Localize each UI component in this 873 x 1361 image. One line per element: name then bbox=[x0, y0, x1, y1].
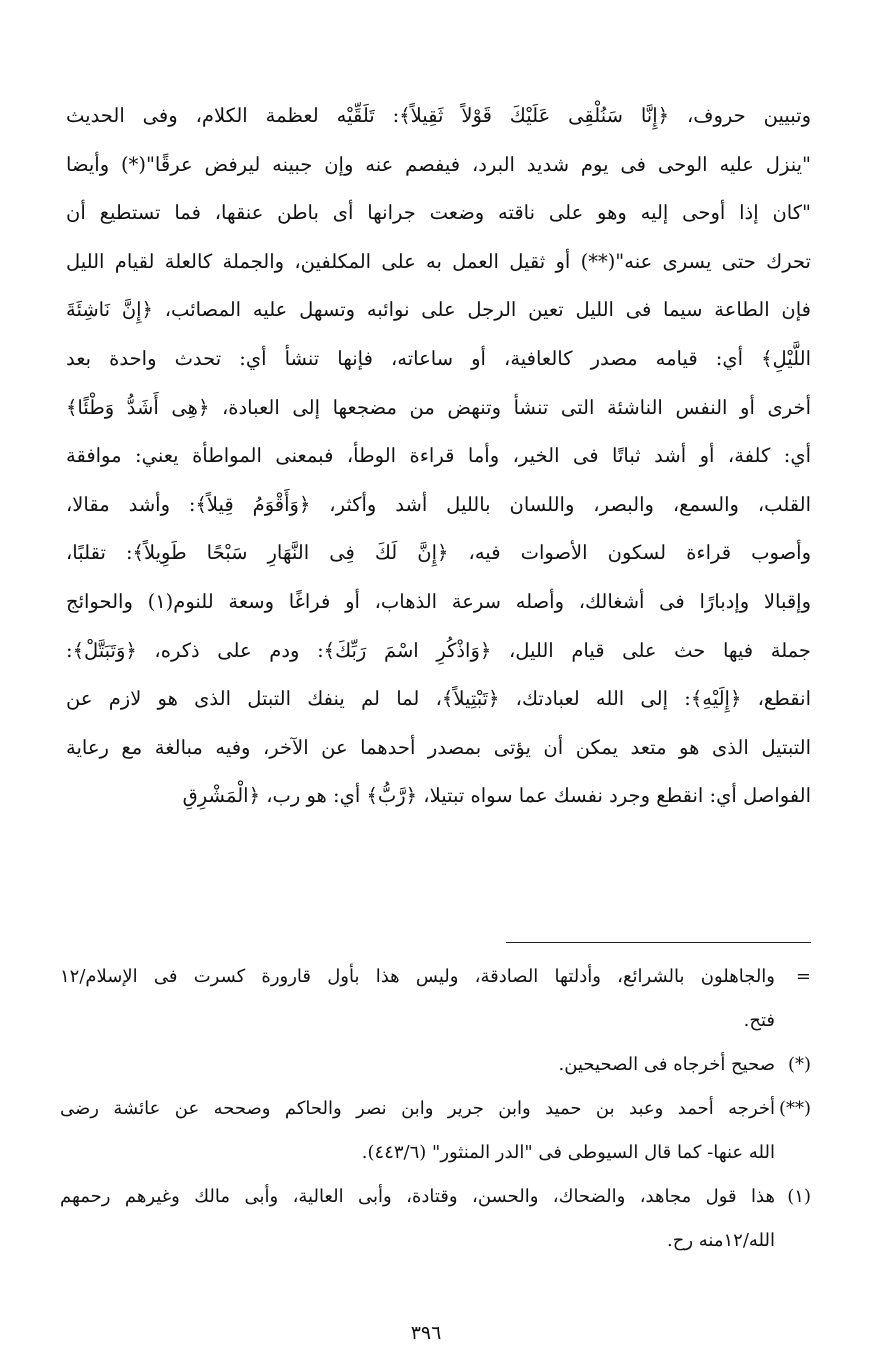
footnote-mark: = bbox=[795, 966, 811, 987]
footnote-line: هذا قول مجاهد، والضحاك، والحسن، وقتادة، وأبى العالية، وأبى مالك وغيرهم رحمهم bbox=[60, 1186, 775, 1207]
footnote-star bbox=[60, 1043, 811, 1087]
footnote-divider bbox=[506, 942, 811, 943]
text-line: أخرى أو النفس الناشئة التى تنشأ وتنهض من مضجعها إلى العبادة، ﴿هِى أَشَدُّ وَطْئًا﴾ bbox=[66, 395, 811, 419]
main-text bbox=[66, 92, 811, 821]
text-line: جملة فيها حث على قيام الليل، ﴿وَاذْكُرِ اسْمَ رَبِّكَ﴾: ودم على ذكره، ﴿وَتَبَتَّلْ﴾: bbox=[66, 638, 811, 662]
text-line: انقطع، ﴿إِلَيْهِ﴾: إلى الله لعبادتك، ﴿تَبْتِيلاً﴾، لما لم ينفك التبتل الذى هو لازم عن bbox=[66, 687, 811, 711]
text-line: "ينزل عليه الوحى فى يوم شديد البرد، فيفصم عنه وإن جبينه ليرفض عرقًا"(*) وأيضا bbox=[66, 152, 811, 176]
footnotes bbox=[60, 955, 811, 1263]
text-line: "كان إذا أوحى إليه وهو على ناقته وضعت جرانها أى باطن عنقها، فما تستطيع أن bbox=[66, 201, 811, 225]
footnote-continuation bbox=[60, 955, 811, 1043]
footnote-mark: (**) bbox=[778, 1098, 811, 1119]
footnote-body bbox=[60, 1087, 775, 1175]
footnote-line: فتح. bbox=[743, 1010, 775, 1031]
text-line: اللَّيْلِ﴾ أي: قيامه مصدر كالعافية، أو ساعاته، فإنها تنشأ أي: تحدث واحدة بعد bbox=[66, 346, 811, 370]
footnote-body bbox=[60, 955, 775, 1043]
footnote-line: والجاهلون بالشرائع، وأدلتها الصادقة، وليس هذا بأول قارورة كسرت فى الإسلام/١٢ bbox=[60, 966, 775, 987]
text-line: تحرك حتى يسرى عنه"(**) أو ثقيل العمل به على المكلفين، والجملة كالعلة لقيام الليل bbox=[66, 249, 811, 273]
text-line: وأصوب قراءة لسكون الأصوات فيه، ﴿إِنَّ لَكَ فِى النَّهَارِ سَبْحًا طَوِيلاً﴾: تقلبًا، bbox=[66, 541, 811, 565]
text-line: وتبيين حروف، ﴿إِنَّا سَنُلْقِى عَلَيْكَ قَوْلاً ثَقِيلاً﴾: تَلَقِّيْه لعظمة الكلام، وفى الحديث bbox=[66, 104, 811, 127]
text-line: التبتيل الذى هو متعد يمكن أن يؤتى بمصدر أحدهما عن الآخر، وفيه مبالغة مع رعاية bbox=[66, 735, 811, 759]
text-line: القلب، والسمع، والبصر، واللسان بالليل أشد وأكثر، ﴿وَأَقْوَمُ قِيلاً﴾: وأشد مقالا، bbox=[66, 492, 811, 516]
footnote-mark: (*) bbox=[787, 1054, 811, 1075]
footnote-body bbox=[60, 1043, 775, 1087]
footnote-line: الله عنها- كما قال السيوطى فى "الدر المنثور" (٤٤٣/٦). bbox=[361, 1142, 775, 1163]
text-line: الفواصل أي: انقطع وجرد نفسك عما سواه تبتيلا، ﴿رَّبُّ﴾ أي: هو رب، ﴿الْمَشْرِقِ bbox=[182, 784, 811, 808]
text-line: فإن الطاعة سيما فى الليل تعين الرجل على نوائبه وتسهل عليه المصائب، ﴿إِنَّ نَاشِئَةَ bbox=[66, 298, 811, 322]
footnote-line: الله/١٢منه رح. bbox=[667, 1230, 775, 1251]
page-number: ٣٩٦ bbox=[410, 1322, 442, 1344]
text-line: وإقبالا وإدبارًا فى أشغالك، وأصله سرعة الذهاب، أو فراغًا وسعة للنوم(١) والحوائج bbox=[66, 589, 811, 613]
footnote-mark: (١) bbox=[787, 1186, 811, 1207]
footnote-body bbox=[60, 1175, 775, 1263]
footnote-line: أخرجه أحمد وعبد بن حميد وابن جرير وابن نصر والحاكم وصححه عن عائشة رضى bbox=[60, 1098, 775, 1119]
footnote-one bbox=[60, 1175, 811, 1263]
text-line: أي: كلفة، أو أشد ثباتًا فى الخير، وأما قراءة الوطأ، فبمعنى المواطأة يعني: موافقة bbox=[66, 444, 811, 468]
footnote-line: صحيح أخرجاه فى الصحيحين. bbox=[558, 1054, 775, 1075]
footnote-double-star bbox=[60, 1087, 811, 1175]
